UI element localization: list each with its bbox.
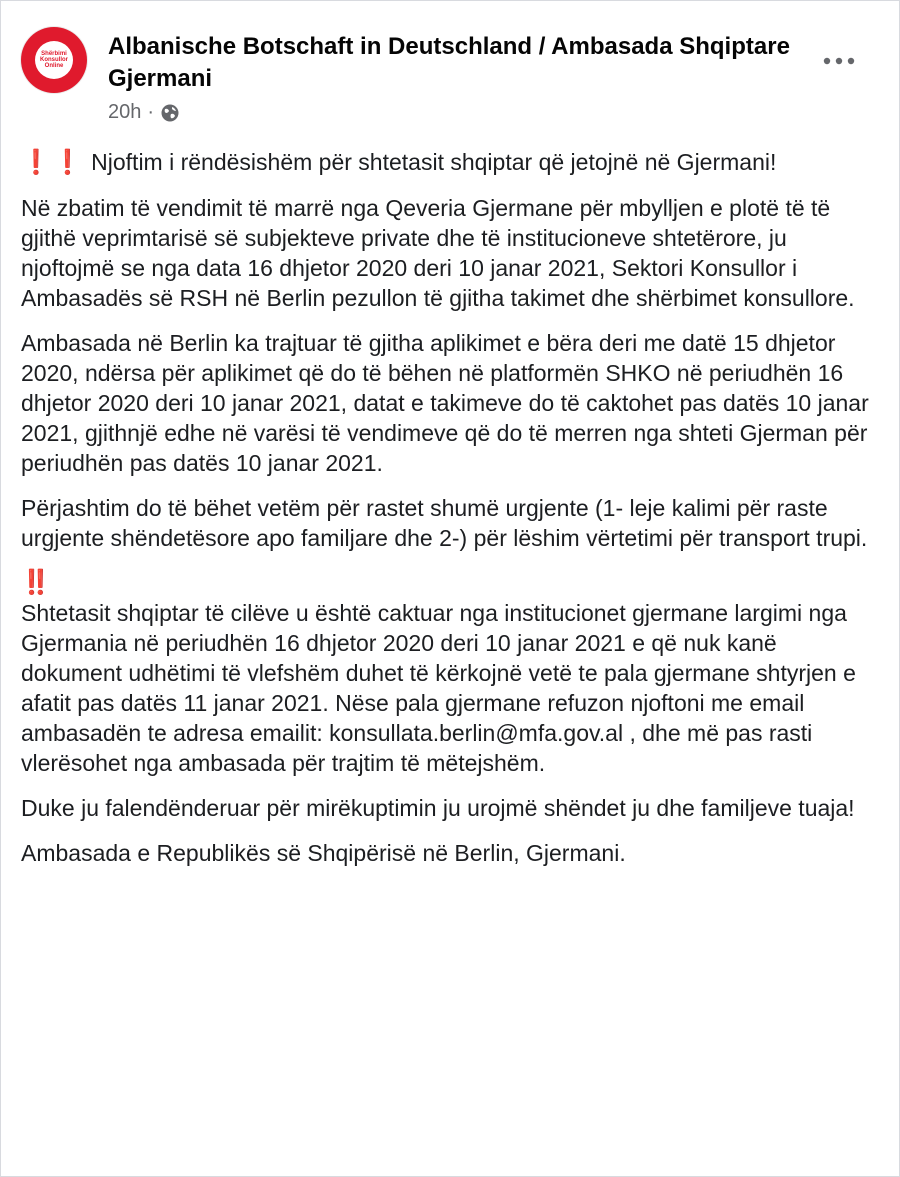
post-meta bbox=[108, 101, 180, 124]
avatar-logo bbox=[35, 41, 73, 79]
avatar-text-line1: Shërbimi bbox=[41, 51, 67, 57]
more-horizontal-icon bbox=[821, 56, 857, 66]
avatar-text-line2: Konsullor bbox=[40, 57, 68, 63]
paragraph-5-tail: , dhe më pas rasti vlerësohet nga ambasada për trajtim të mëtejshëm. bbox=[21, 720, 813, 776]
paragraph-5 bbox=[21, 598, 881, 778]
page-avatar[interactable] bbox=[21, 27, 87, 93]
more-options-button[interactable] bbox=[819, 47, 859, 75]
post-timestamp[interactable]: 20h bbox=[108, 101, 142, 123]
avatar-text-line3: Online bbox=[44, 63, 64, 69]
paragraph-2: Në zbatim të vendimit të marrë nga Qeveria Gjermane për mbylljen e plotë të të gjithë veprimtarisë së subjekteve private dhe të institucioneve shtetërore, ju njoftojmë se nga data 16 dhjetor 2020 deri 10 janar 2021, Sektori Konsullor i Ambasadës së RSH në Berlin pezullon të gjitha takimet dhe shërbimet konsullore. bbox=[21, 195, 855, 311]
paragraph-5-text: Shtetasit shqiptar të cilëve u është caktuar nga institucionet gjermane largimi nga Gjermania në periudhën 16 dhjetor 2020 deri 10 janar 2021 e që nuk kanë dokument udhëtimi të vlefshëm duhet të kërkojnë vetë te pala gjermane shtyrjen e afatit pas datës 11 janar 2021. Nëse pala gjermane refuzon njoftoni me email ambasadën te adresa emailit: bbox=[21, 600, 856, 746]
email-link[interactable]: konsullata.berlin@mfa.gov.al bbox=[329, 720, 624, 746]
post-body bbox=[21, 147, 881, 883]
paragraph-4: Përjashtim do të bëhet vetëm për rastet shumë urgjente (1- leje kalimi për raste urgjente shëndetësore apo familjare dhe 2-) për lëshim vërtetimi për transport trupi. bbox=[21, 495, 868, 551]
globe-icon bbox=[160, 103, 180, 123]
page-name-link[interactable]: Albanische Botschaft in Deutschland / Ambasada Shqiptare Gjermani bbox=[108, 33, 790, 92]
paragraph-1 bbox=[21, 147, 881, 178]
exclamation-icon: ❗❗ bbox=[21, 149, 85, 176]
paragraph-1-text: Njoftim i rëndësishëm për shtetasit shqiptar që jetojnë në Gjermani! bbox=[91, 149, 777, 175]
meta-separator: · bbox=[147, 101, 155, 123]
paragraph-7: Ambasada e Republikës së Shqipërisë në Berlin, Gjermani. bbox=[21, 840, 626, 866]
paragraph-6: Duke ju falendënderuar për mirëkuptimin ju urojmë shëndet ju dhe familjeve tuaja! bbox=[21, 795, 855, 821]
double-exclamation-icon: ‼️ bbox=[21, 569, 53, 596]
paragraph-3: Ambasada në Berlin ka trajtuar të gjitha aplikimet e bëra deri me datë 15 dhjetor 2020, ndërsa për aplikimet që do të bëhen në platformën SHKO në periudhën 16 dhjetor 2020 deri 10 janar 2021, datat e takimeve do të caktohet pas datës 10 janar 2021, gjithnjë edhe në varësi të vendimeve që do të merren nga shteti Gjerman për periudhën pas datës 10 janar 2021. bbox=[21, 330, 869, 476]
post-header bbox=[1, 1, 899, 141]
